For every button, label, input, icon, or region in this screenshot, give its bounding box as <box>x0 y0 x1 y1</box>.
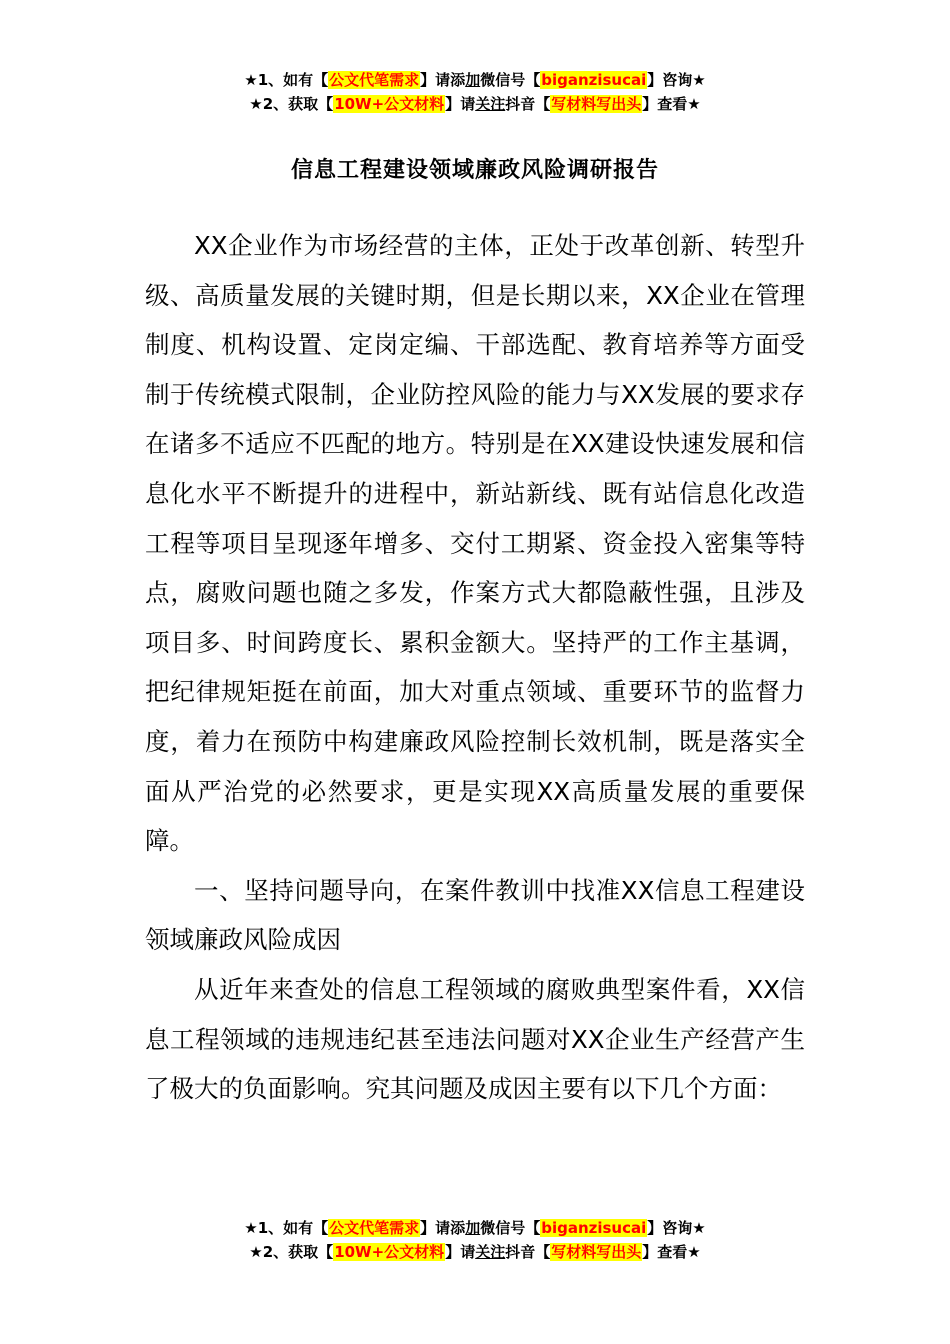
promo-highlight: 公文代笔需求 <box>329 71 420 89</box>
promo-highlight: 10W+公文材料 <box>334 1243 445 1261</box>
promo-text: ★2、获取【 <box>249 1243 334 1261</box>
promo-text: ★2、获取【 <box>249 95 334 113</box>
promo-text: 微信号【 <box>480 71 541 89</box>
promo-line-1 <box>0 1216 950 1240</box>
promo-text: 微信号【 <box>480 1219 541 1237</box>
body-paragraph: 从近年来查处的信息工程领域的腐败典型案件看，XX信息工程领域的违规违纪甚至违法问题对XX企业生产经营产生了极大的负面影响。究其问题及成因主要有以下几个方面： <box>145 974 805 1104</box>
promo-text: ★1、如有【 <box>244 71 329 89</box>
promo-douyin-id: 写材料写出头 <box>551 95 642 113</box>
promo-highlight: 10W+公文材料 <box>334 95 445 113</box>
promo-text: 抖音【 <box>505 95 551 113</box>
promo-line-2 <box>0 1240 950 1264</box>
promo-text: 】请添 <box>420 1219 466 1237</box>
section-heading: 一、坚持问题导向，在案件教训中找准XX信息工程建设领域廉政风险成因 <box>145 875 805 955</box>
promo-underlined: 关注 <box>475 95 506 113</box>
promo-text: 】请 <box>445 95 476 113</box>
promo-douyin-id: 写材料写出头 <box>551 1243 642 1261</box>
promo-highlight: 公文代笔需求 <box>329 1219 420 1237</box>
promo-text: 】请 <box>445 1243 476 1261</box>
promo-underlined: 加 <box>465 71 481 89</box>
promo-underlined: 关注 <box>475 1243 506 1261</box>
promo-wechat-id: biganzisucai <box>541 1219 647 1237</box>
promo-text: 】咨询★ <box>647 1219 706 1237</box>
promo-wechat-id: biganzisucai <box>541 71 647 89</box>
promo-banner-bottom <box>0 1216 950 1264</box>
promo-text: 】请添 <box>420 71 466 89</box>
promo-line-1 <box>0 68 950 92</box>
promo-text: 】查看★ <box>642 1243 701 1261</box>
promo-line-2 <box>0 92 950 116</box>
promo-text: ★1、如有【 <box>244 1219 329 1237</box>
promo-underlined: 加 <box>465 1219 481 1237</box>
document-body <box>145 221 805 1114</box>
promo-text: 】咨询★ <box>647 71 706 89</box>
promo-text: 抖音【 <box>505 1243 551 1261</box>
body-paragraph: XX企业作为市场经营的主体，正处于改革创新、转型升级、高质量发展的关键时期，但是长期以来，XX企业在管理制度、机构设置、定岗定编、干部选配、教育培养等方面受制于传统模式限制，企业防控风险的能力与XX发展的要求存在诸多不适应不匹配的地方。特别是在XX建设快速发展和信息化水平不断提升的进程中，新站新线、既有站信息化改造工程等项目呈现逐年增多、交付工期紧、资金投入密集等特点，腐败问题也随之多发，作案方式大都隐蔽性强，且涉及项目多、时间跨度长、累积金额大。坚持严的工作主基调，把纪律规矩挺在前面，加大对重点领域、重要环节的监督力度，着力在预防中构建廉政风险控制长效机制，既是落实全面从严治党的必然要求，更是实现XX高质量发展的重要保障。 <box>145 231 805 856</box>
document-title: 信息工程建设领域廉政风险调研报告 <box>290 158 659 183</box>
promo-text: 】查看★ <box>642 95 701 113</box>
promo-banner-top <box>0 68 950 116</box>
